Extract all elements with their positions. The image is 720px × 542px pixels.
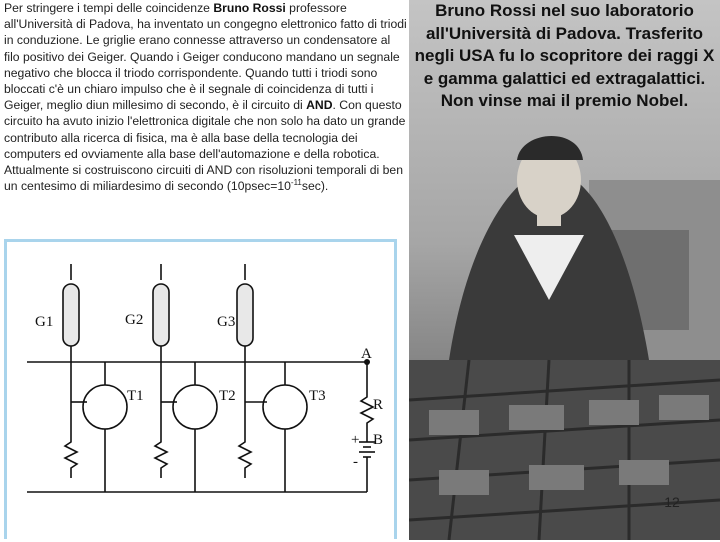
- label-g3: G3: [217, 314, 236, 330]
- text-part-4: sec).: [301, 179, 329, 194]
- label-t3: T3: [309, 388, 326, 404]
- label-t1: T1: [127, 388, 144, 404]
- photo-caption: Bruno Rossi nel suo laboratorio all'Università di Padova. Trasferito negli USA fu lo scopritore dei raggi X e gamma galattici ed extragalattici. Non vinse mai il premio Nobel.: [414, 1, 715, 110]
- label-g2: G2: [125, 312, 144, 328]
- geiger-tube-3: [237, 264, 253, 362]
- circuit-drawing: [7, 242, 397, 542]
- geiger-tube-1: [63, 264, 79, 362]
- label-r: R: [373, 397, 384, 413]
- label-g1: G1: [35, 314, 54, 330]
- label-b: B: [373, 432, 384, 448]
- label-a: A: [361, 346, 372, 362]
- exponent: -11: [290, 178, 302, 188]
- geiger-tube-2: [153, 264, 169, 362]
- label-plus: +: [351, 432, 360, 448]
- slide-number: 12: [664, 494, 680, 510]
- text-part-3: . Con questo circuito ha avuto inizio l'elettronica digitale che non solo ha dato un grande contributo alla ricerca di fisica, ma è alla base della tecnologia dei computers ed ovviamente alla base dell'automazione e della robotica. Attualmente si costruiscono circuiti di AND con risoluzioni temporali di ben un centesimo di miliardesimo di secondo (10psec=10: [4, 98, 406, 194]
- description-text: [4, 0, 408, 194]
- and-keyword: AND: [306, 98, 333, 113]
- label-t2: T2: [219, 388, 236, 404]
- text-part-2: professore all'Università di Padova, ha inventato un congegno elettronico fatto di triodi in conduzione. Le griglie erano connesse attraverso un condensatore al filo positivo dei Geiger. Quando i Geiger conducono mandano un segnale negativo che blocca il triodo corrispondente. Quando tutti i triodi sono bloccati c'è un chiaro impulso che è il segnale di coincidenza di tutti i Geiger, meglio diun millesimo di secondo, è il circuito di: [4, 1, 407, 113]
- bruno-rossi-name: Bruno Rossi: [213, 1, 286, 15]
- text-part-1: Per stringere i tempi delle coincidenze: [4, 1, 214, 15]
- label-minus: -: [353, 454, 358, 470]
- laboratory-photo: [409, 0, 720, 540]
- coincidence-circuit-diagram: [4, 239, 397, 539]
